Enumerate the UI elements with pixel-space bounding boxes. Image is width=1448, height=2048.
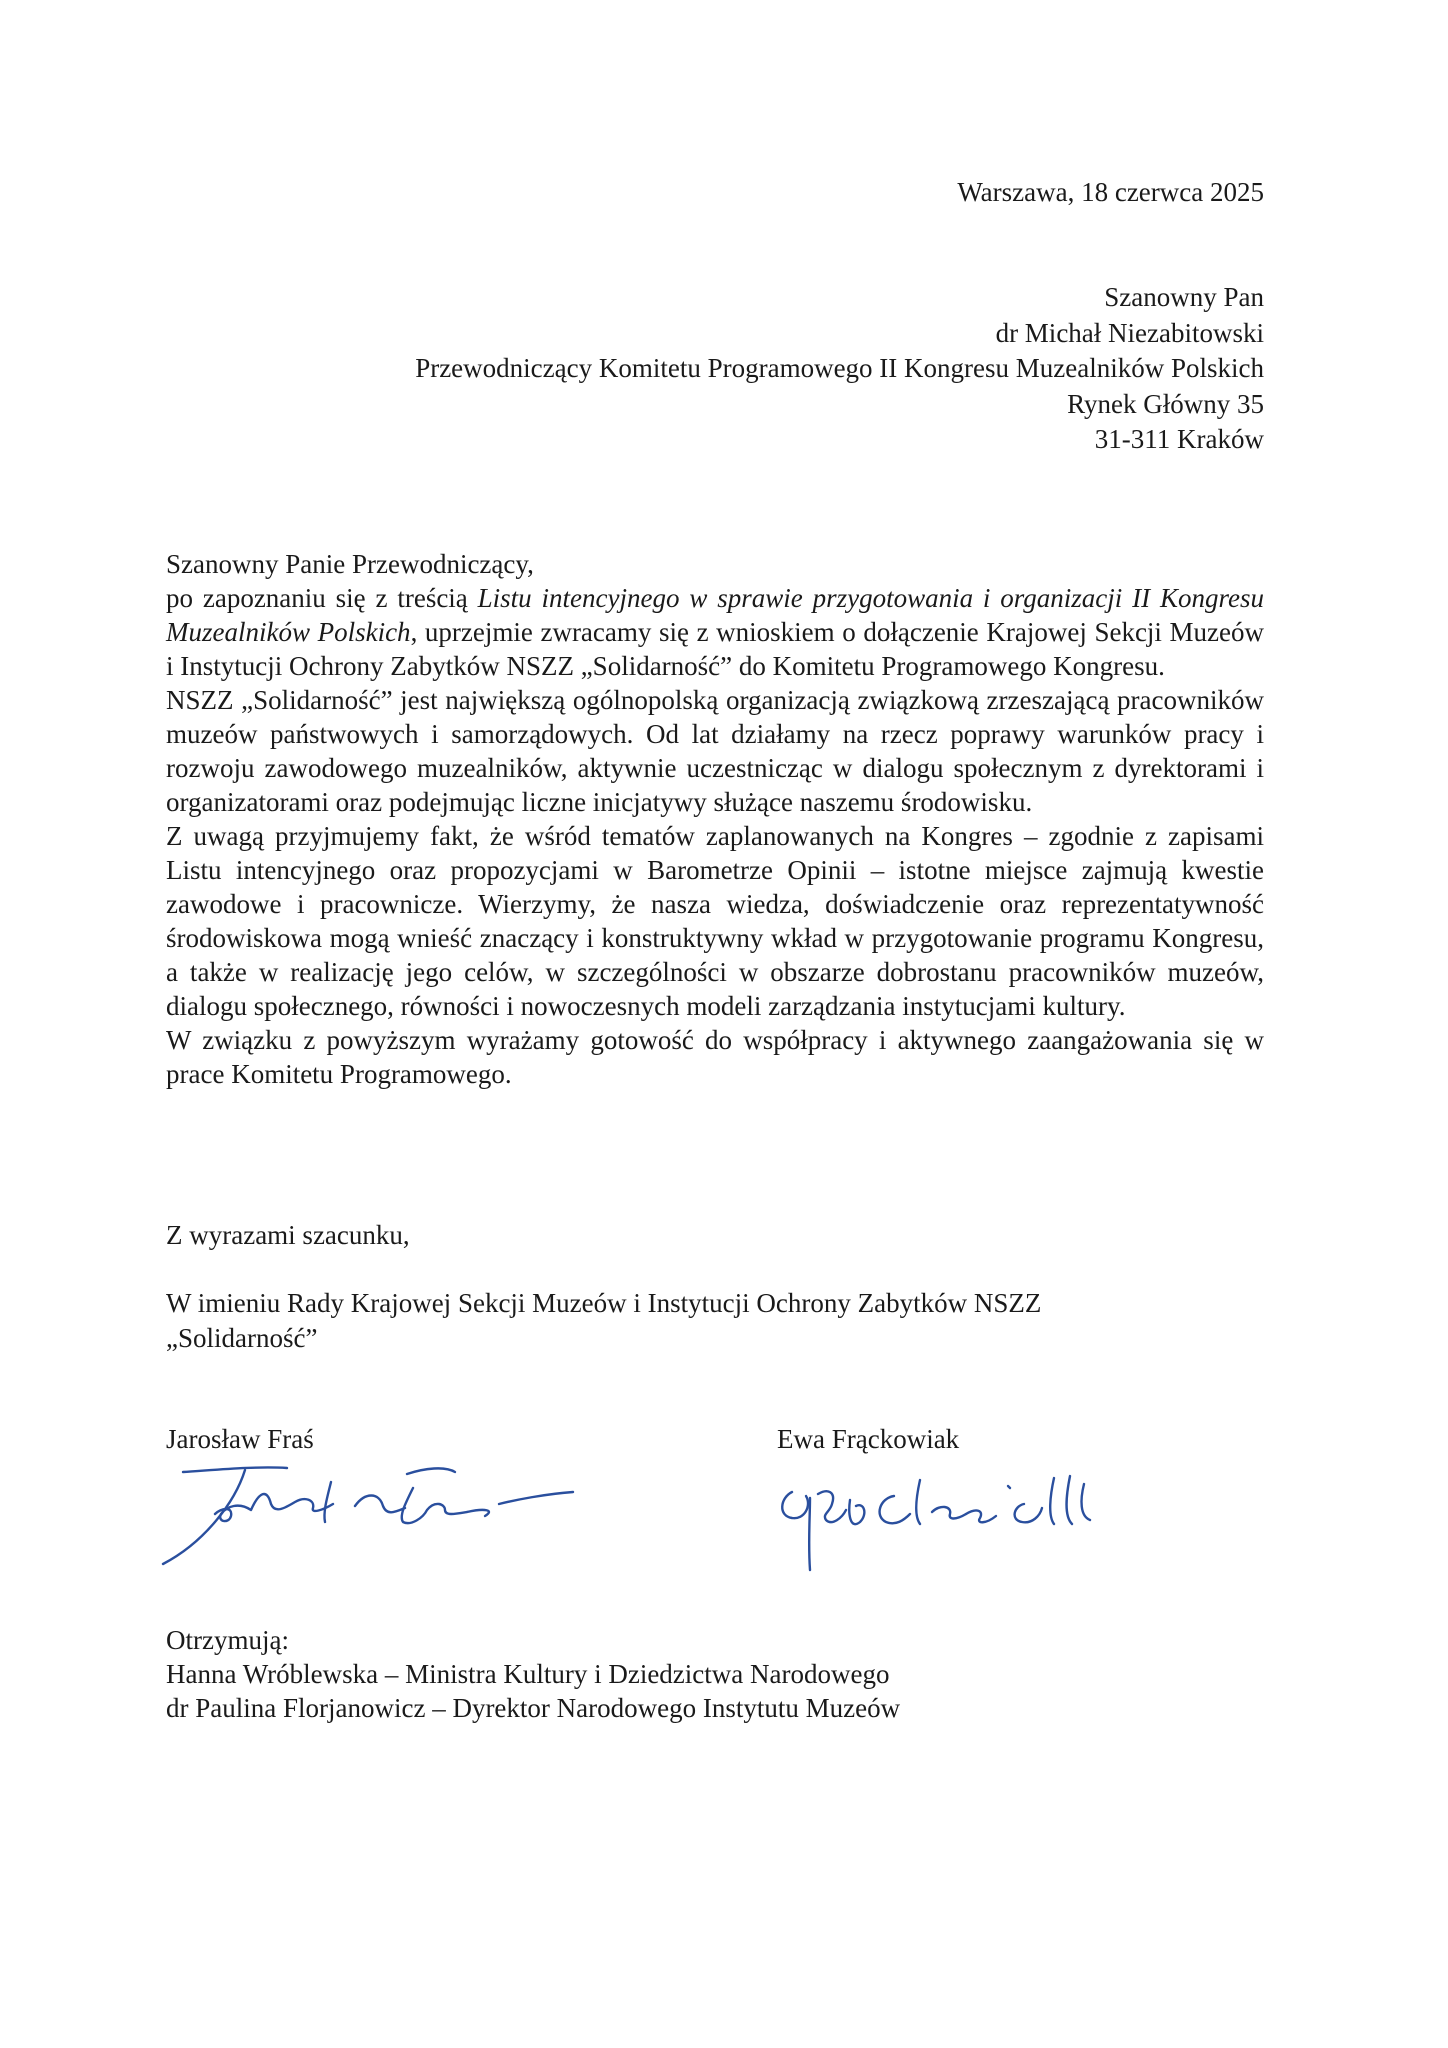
on-behalf-block xyxy=(166,1286,1166,1356)
body-paragraph-1 xyxy=(166,581,1264,683)
recipient-line: Szanowny Pan xyxy=(1104,282,1264,312)
paragraph-text: po zapoznaniu się z treścią xyxy=(166,583,478,613)
handwritten-signature-right xyxy=(770,1458,1130,1578)
recipient-line: dr Michał Niezabitowski xyxy=(995,317,1264,348)
signatory-name-right: Ewa Frąckowiak xyxy=(777,1424,960,1454)
recipient-address-block xyxy=(415,280,1264,458)
letter-body xyxy=(166,547,1264,1091)
handwritten-signature-left xyxy=(155,1452,575,1572)
on-behalf-line: W imieniu Rady Krajowej Sekcji Muzeów i Instytucji Ochrony Zabytków NSZZ xyxy=(166,1288,1042,1318)
paragraph-text: , uprzejmie zwracamy się z wnioskiem o dołączenie Krajowej Sekcji Muzeów i Instytucji Ochrony Zabytków NSZZ „Solidarność” do Komitetu Programowego Kongresu. xyxy=(166,617,1265,681)
body-paragraph-4: W związku z powyższym wyrażamy gotowość do współpracy i aktywnego zaangażowania się w prace Komitetu Programowego. xyxy=(166,1025,1264,1089)
recipient-line: Przewodniczący Komitetu Programowego II Kongresu Muzealników Polskich xyxy=(415,353,1264,383)
closing-regards: Z wyrazami szacunku, xyxy=(166,1220,410,1250)
copy-recipient-item: dr Paulina Florjanowicz – Dyrektor Narodowego Instytutu Muzeów xyxy=(166,1693,901,1723)
body-paragraph-3: Z uwagą przyjmujemy fakt, że wśród tematów zaplanowanych na Kongres – zgodnie z zapisami Listu intencyjnego oraz propozycjami w Barometrze Opinii – istotne miejsce zajmują kwestie zawodowe i pracownicze. Wierzymy, że nasza wiedza, doświadczenie oraz reprezentatywność środowiskowa mogą wnieść znaczący i konstruktywny wkład w przygotowanie programu Kongresu, a także w realizację jego celów, w szczególności w obszarze dobrostanu pracowników muzeów, dialogu społecznego, równości i nowoczesnych modeli zarządzania instytucjami kultury. xyxy=(166,821,1264,1021)
signatory-name-left: Jarosław Fraś xyxy=(166,1424,314,1454)
recipient-line: Rynek Główny 35 xyxy=(1067,388,1264,419)
on-behalf-line: „Solidarność” xyxy=(166,1323,318,1353)
copy-recipient-item: Hanna Wróblewska – Ministra Kultury i Dziedzictwa Narodowego xyxy=(166,1659,890,1689)
copy-recipients-block xyxy=(166,1623,900,1725)
recipient-line: 31-311 Kraków xyxy=(1094,424,1264,454)
body-paragraph-2: NSZZ „Solidarność” jest największą ogólnopolską organizacją związkową zrzeszającą pracowników muzeów państwowych i samorządowych. Od lat działamy na rzecz poprawy warunków pracy i rozwoju zawodowego muzealników, aktywnie uczestnicząc w dialogu społecznym z dyrektorami i organizatorami oraz podejmując liczne inicjatywy służące naszemu środowisku. xyxy=(166,685,1264,817)
letter-of-intent-title: Listu intencyjnego w sprawie przygotowania i organizacji II Kongresu Muzealników Polskich xyxy=(166,583,1264,647)
salutation: Szanowny Panie Przewodniczący, xyxy=(166,549,534,579)
date-line: Warszawa, 18 czerwca 2025 xyxy=(957,177,1264,207)
copy-recipients-heading: Otrzymują: xyxy=(166,1625,289,1655)
